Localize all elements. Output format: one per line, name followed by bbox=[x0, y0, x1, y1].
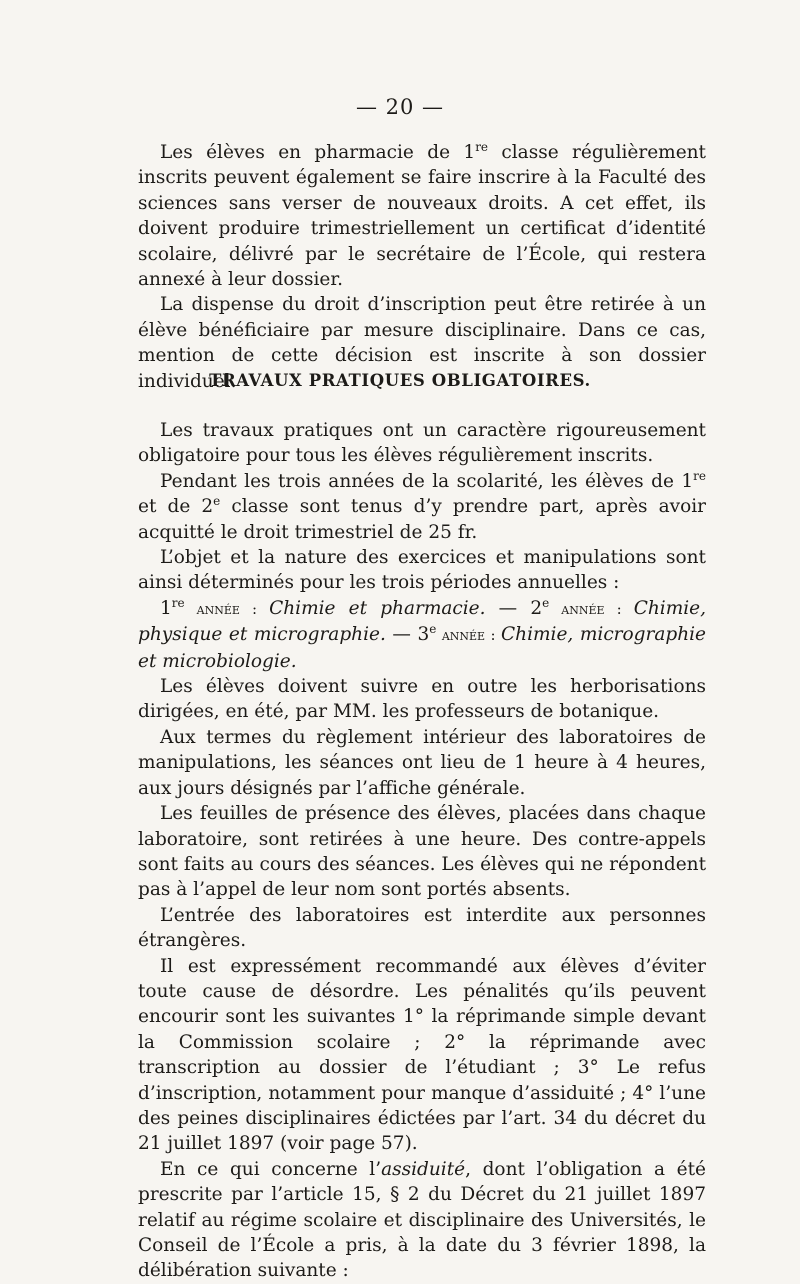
paragraph-lab-entry: L’entrée des laboratoires est interdite aux personnes étrangères. bbox=[138, 904, 706, 952]
paragraph-penalties: Il est expressément recommandé aux élèves d’éviter toute cause de désordre. Les pénalités qu’ils peuvent encourir sont les suivantes 1° la réprimande simple devant la Commission scolaire ; 2° la réprimande avec transcription au dossier de l’étudiant ; 3° Le refus d’inscription, notamment pour manque d’assiduité ; 4° l’une des peines disciplinaires édictées par l’art. 34 du décret du 21 juillet 1897 (voir page 57). bbox=[138, 955, 706, 1155]
paragraph-pharmacy-students: Les élèves en pharmacie de 1re classe régulièrement inscrits peuvent également se faire inscrire à la Faculté des sciences sans verser de nouveaux droits. A cet effet, ils doivent produire trimestriellement un certificat d’identité scolaire, délivré par le secrétaire de l’École, qui restera annexé à leur dossier. bbox=[138, 139, 706, 291]
paragraph-lab-hours: Aux termes du règlement intérieur des laboratoires de manipulations, les séances ont lieu de 1 heure à 4 heures, aux jours désignés par l’affiche générale. bbox=[138, 726, 706, 799]
paragraph-attendance-sheets: Les feuilles de présence des élèves, placées dans chaque laboratoire, sont retirées à une heure. Des contre-appels sont faits au cours des séances. Les élèves qui ne répondent pas à l’appel de leur nom sont portés absents. bbox=[138, 803, 706, 901]
text-block-top bbox=[138, 140, 706, 394]
paragraph-three-years: Pendant les trois années de la scolarité, les élèves de 1re et de 2e classe sont tenus d’y prendre part, après avoir acquitté le droit trimestriel de 25 fr. bbox=[138, 468, 706, 543]
text-block-main bbox=[138, 418, 706, 1284]
paragraph-assiduity: En ce qui concerne l’assiduité, dont l’obligation a été prescrite par l’article 15, § 2 du Décret du 21 juillet 1897 relatif au régime scolaire et disciplinaire des Universités, le Conseil de l’École a pris, à la date du 3 février 1898, la délibération suivante : bbox=[138, 1158, 707, 1282]
paragraph-year-subjects: 1re année : Chimie et pharmacie. — 2e année : Chimie, physique et micrographie. — 3e année : Chimie, micrographie et microbiologie. bbox=[138, 595, 707, 672]
section-heading: TRAVAUX PRATIQUES OBLIGATOIRES. bbox=[209, 371, 591, 390]
paragraph-herborisations: Les élèves doivent suivre en outre les herborisations dirigées, en été, par MM. les professeurs de botanique. bbox=[138, 676, 706, 723]
page-number: — 20 — bbox=[355, 95, 445, 119]
paragraph-fee-waiver: La dispense du droit d’inscription peut être retirée à un élève bénéficiaire par mesure disciplinaire. Dans ce cas, mention de cette décision est inscrite à son dossier individuel. bbox=[138, 294, 706, 392]
paragraph-periods: L’objet et la nature des exercices et manipulations sont ainsi déterminés pour les trois périodes annuelles : bbox=[138, 547, 706, 594]
paragraph-mandatory: Les travaux pratiques ont un caractère rigoureusement obligatoire pour tous les élèves régulièrement inscrits. bbox=[138, 420, 706, 467]
